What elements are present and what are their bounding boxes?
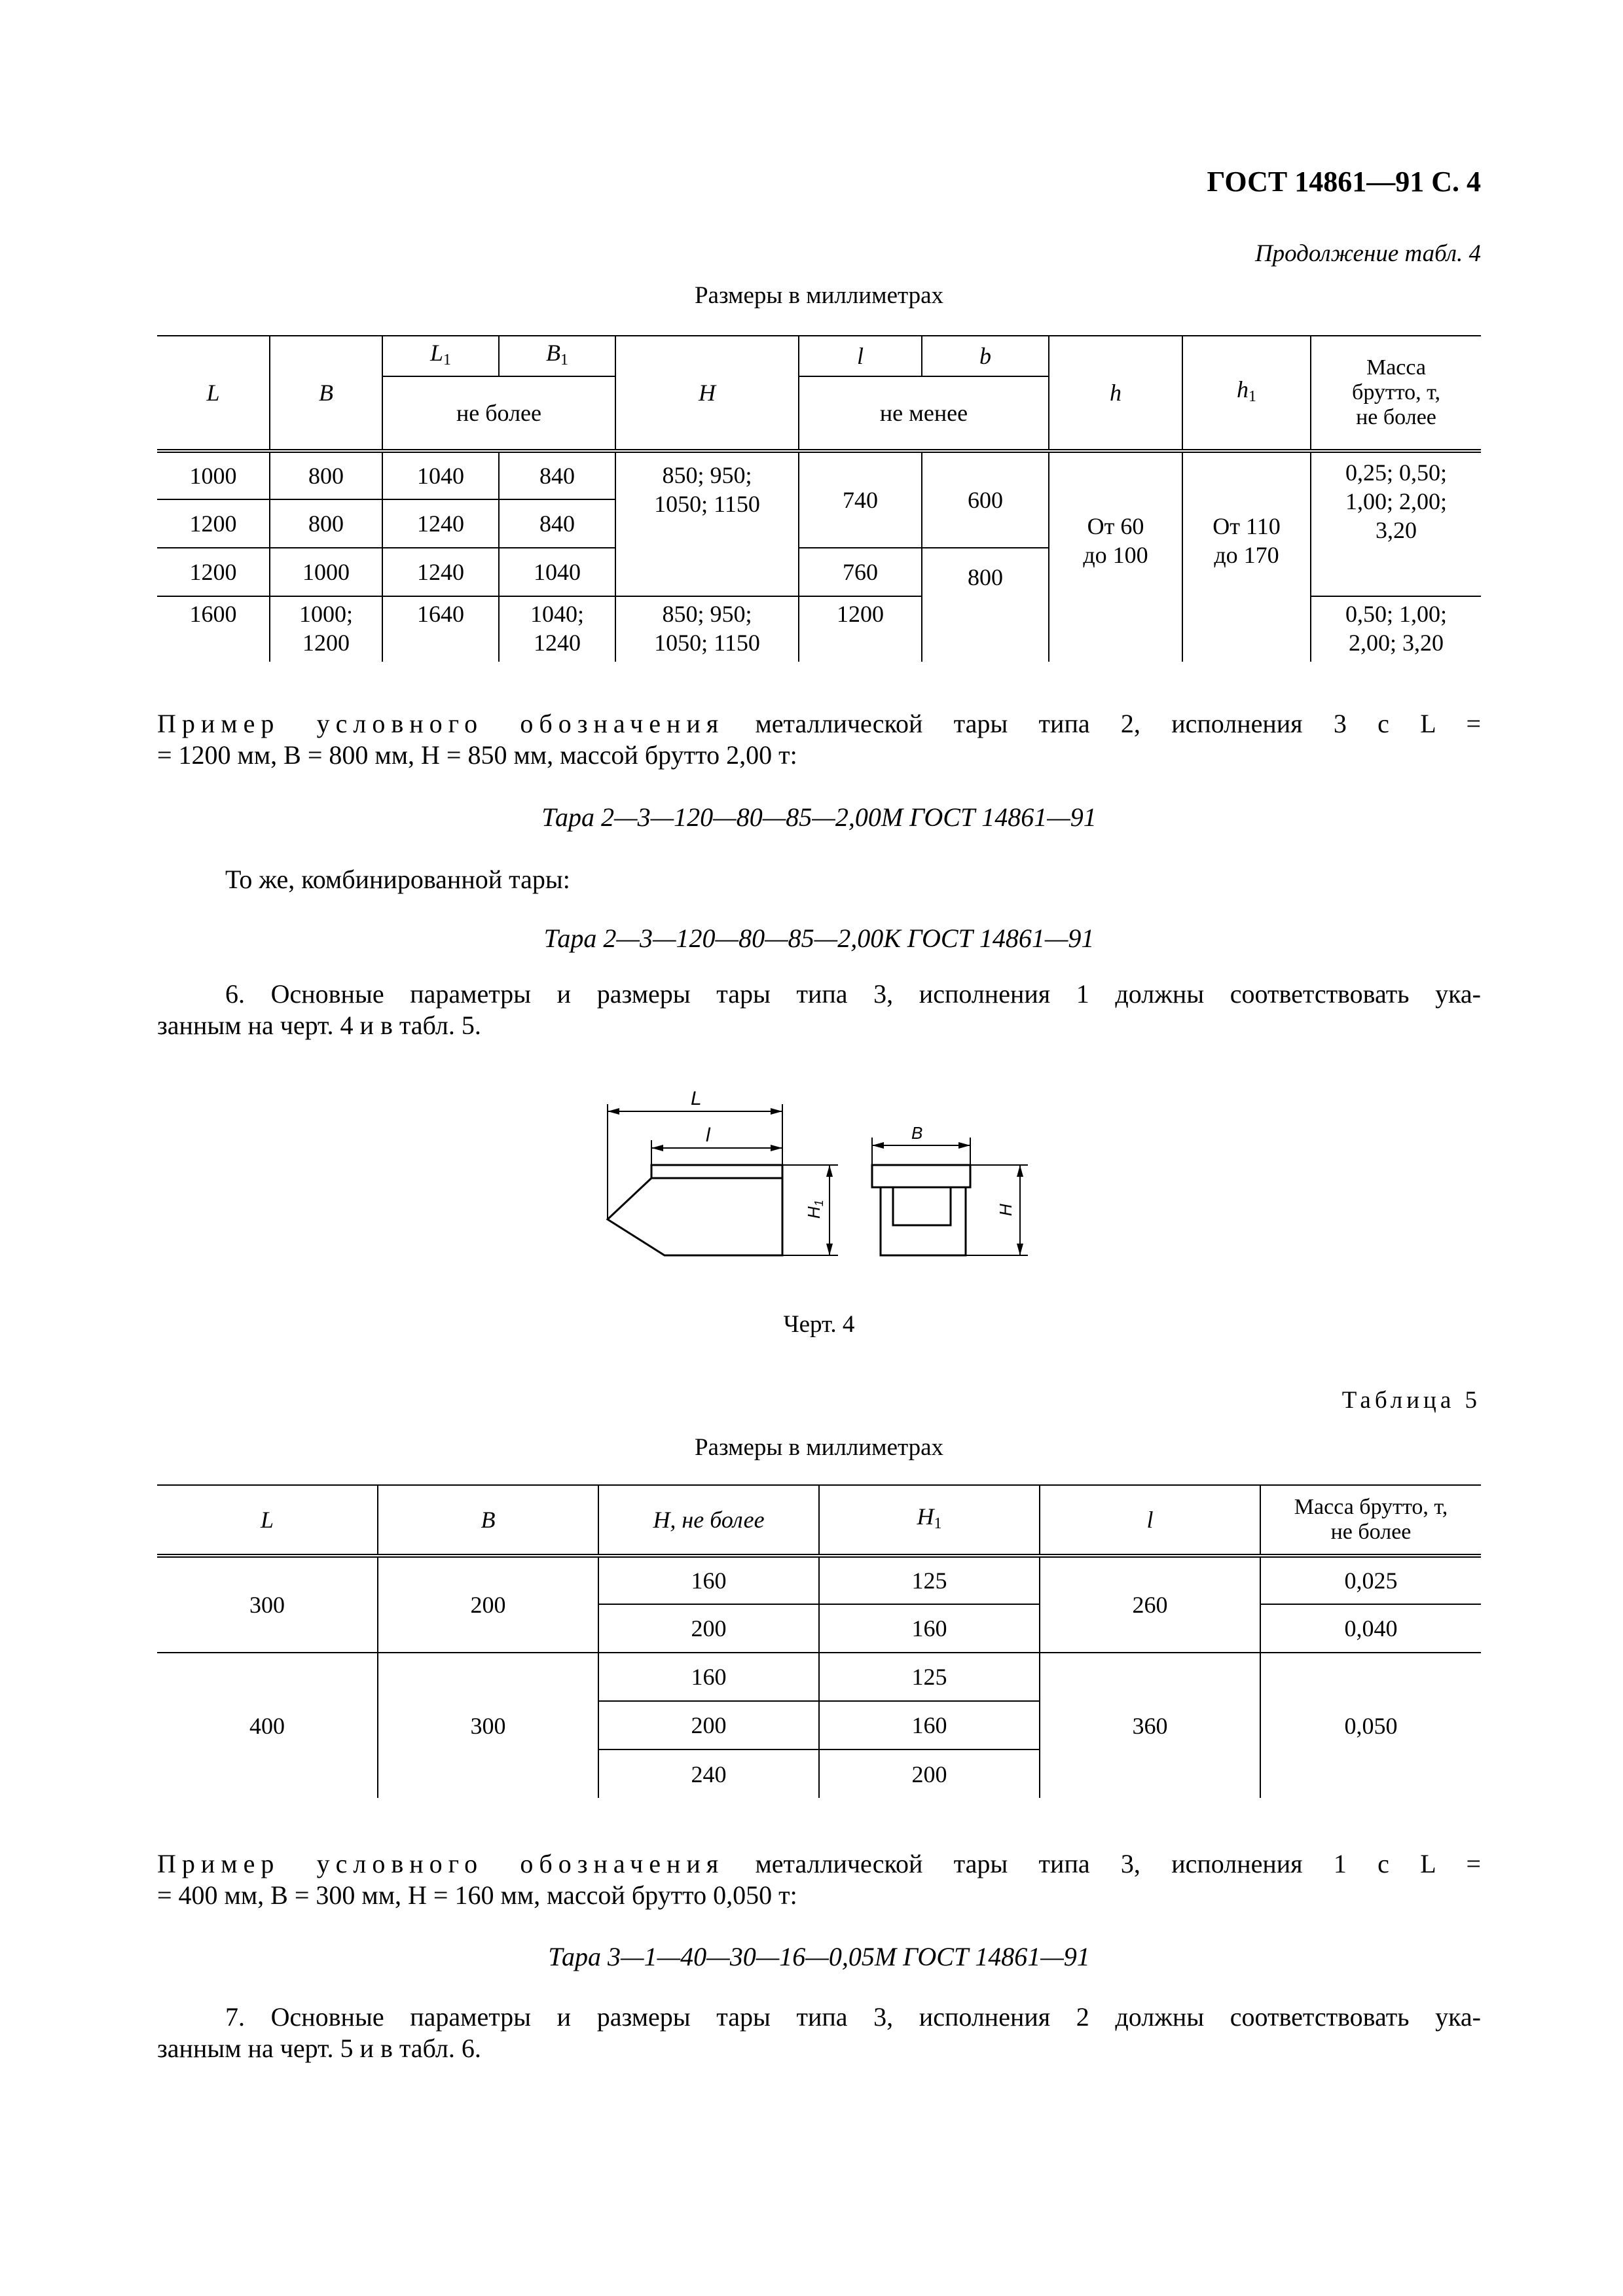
table-cell: 200 (598, 1701, 819, 1749)
dimension-H-label: H (996, 1204, 1015, 1216)
table-cell: 400 (157, 1653, 378, 1798)
col-header-l: l (799, 336, 922, 376)
table-cell: 760 (799, 548, 922, 596)
table-4 (157, 335, 1481, 662)
example-2-paragraph: Пример условного обозначения металлической тары типа 3, исполнения 1 с L = = 400 мм, B = 300 мм, H = 160 мм, массой брутто 0,050 т: (157, 1849, 1481, 1910)
col-header-H: H, не более (598, 1485, 819, 1556)
table-cell: 1240 (382, 548, 499, 596)
table4-units: Размеры в миллиметрах (694, 282, 944, 309)
col-header-h1: $h_1$ (1182, 336, 1311, 451)
col-header-L1: $L_1$ (382, 336, 499, 376)
table5-units: Размеры в миллиметрах (694, 1434, 944, 1461)
table-cell: От 60 до 100 (1049, 451, 1182, 662)
col-header-H: H (615, 336, 799, 451)
table-cell: 1200 (799, 596, 922, 662)
table-cell: 160 (598, 1556, 819, 1604)
dimension-H1-label: H1 (804, 1200, 826, 1219)
drawing-4 (589, 1067, 1048, 1276)
col-header-mass: Масса брутто, т, не более (1311, 336, 1481, 451)
dimension-B-label: B (911, 1123, 923, 1143)
table-cell: 850; 950; 1050; 1150 (615, 451, 799, 548)
table-cell: 1200 (157, 548, 270, 596)
arrowheads-front (872, 1142, 1023, 1255)
side-view (608, 1165, 782, 1255)
table-cell: 125 (819, 1556, 1040, 1604)
col-header-mass: Масса брутто, т, не более (1260, 1485, 1481, 1556)
col-header-L: L (157, 336, 270, 451)
dimension-l-label: l (706, 1124, 710, 1146)
table-cell: 1000 (157, 451, 270, 499)
table-cell: 0,50; 1,00; 2,00; 3,20 (1311, 596, 1481, 662)
example-1-paragraph: Пример условного обозначения металлической тары типа 2, исполнения 3 с L = = 1200 мм, B = 800 мм, H = 850 мм, массой брутто 2,00 т: (157, 709, 1481, 770)
table-cell: 360 (1040, 1653, 1260, 1798)
col-header-B: B (378, 1485, 598, 1556)
table-cell: 840 (499, 451, 615, 499)
front-view (872, 1165, 970, 1255)
table-cell: 1040 (382, 451, 499, 499)
table-cell: 800 (922, 548, 1049, 662)
drawing-4-caption: Черт. 4 (783, 1311, 855, 1338)
table-cell: 1600 (157, 596, 270, 662)
table-cell: 1040 (499, 548, 615, 596)
table-cell: 1240 (382, 499, 499, 548)
table-cell: 740 (799, 451, 922, 548)
col-header-L: L (157, 1485, 378, 1556)
table-cell: 160 (598, 1653, 819, 1701)
example-1-designation: Тара 2—3—120—80—85—2,00М ГОСТ 14861—91 (541, 802, 1097, 832)
col-header-B: B (270, 336, 382, 451)
table-cell: 160 (819, 1604, 1040, 1653)
col-header-H1: $H_1$ (819, 1485, 1040, 1556)
col-header-B1: $B_1$ (499, 336, 615, 376)
table-cell: 0,25; 0,50; 1,00; 2,00; 3,20 (1311, 451, 1481, 596)
table-cell: 1000; 1200 (270, 596, 382, 662)
arrowheads (608, 1108, 833, 1255)
table-5 (157, 1484, 1481, 1798)
table-cell: 1640 (382, 596, 499, 662)
table-cell: 800 (270, 451, 382, 499)
table-cell: 200 (378, 1556, 598, 1653)
table-cell: 1000 (270, 548, 382, 596)
table-cell: 260 (1040, 1556, 1260, 1653)
table-cell: 1200 (157, 499, 270, 548)
example-2-designation: Тара 3—1—40—30—16—0,05М ГОСТ 14861—91 (548, 1942, 1090, 1971)
table-cell: От 110 до 170 (1182, 451, 1311, 662)
table-cell: 1040; 1240 (499, 596, 615, 662)
header-not-less: не менее (799, 376, 1049, 451)
table-cell: 600 (922, 451, 1049, 548)
dimension-L-label: L (691, 1088, 702, 1109)
table-cell: 160 (819, 1701, 1040, 1749)
table-cell: 840 (499, 499, 615, 548)
combined-designation: Тара 2—3—120—80—85—2,00К ГОСТ 14861—91 (543, 924, 1095, 953)
table-cell (615, 548, 799, 596)
table-cell: 800 (270, 499, 382, 548)
table-cell: 125 (819, 1653, 1040, 1701)
table-cell: 200 (819, 1749, 1040, 1798)
table-cell: 0,040 (1260, 1604, 1481, 1653)
col-header-b: b (922, 336, 1049, 376)
table-cell: 200 (598, 1604, 819, 1653)
side-view-dimensions (608, 1104, 838, 1255)
header-not-more: не более (382, 376, 615, 451)
table-cell: 240 (598, 1749, 819, 1798)
col-header-h: h (1049, 336, 1182, 451)
paragraph-6: 6. Основные параметры и размеры тары типа 3, исполнения 1 должны соответствовать ука- занным на черт. 4 и в табл. 5. (157, 979, 1481, 1040)
paragraph-7: 7. Основные параметры и размеры тары типа 3, исполнения 2 должны соответствовать ука- занным на черт. 5 и в табл. 6. (157, 2002, 1481, 2063)
col-header-l: l (1040, 1485, 1260, 1556)
same-combined-text: То же, комбинированной тары: (225, 865, 570, 894)
side-view-body (608, 1178, 782, 1255)
page-header: ГОСТ 14861—91 С. 4 (1207, 166, 1481, 198)
table-cell: 0,050 (1260, 1653, 1481, 1798)
front-view-lid (872, 1165, 970, 1187)
table-cell: 850; 950; 1050; 1150 (615, 596, 799, 662)
table5-title: Таблица 5 (1341, 1387, 1481, 1414)
front-view-opening (893, 1187, 951, 1225)
table-continuation-note: Продолжение табл. 4 (1254, 240, 1481, 267)
side-view-lid (651, 1165, 782, 1178)
table-cell: 300 (378, 1653, 598, 1798)
table-cell: 0,025 (1260, 1556, 1481, 1604)
table-cell: 300 (157, 1556, 378, 1653)
